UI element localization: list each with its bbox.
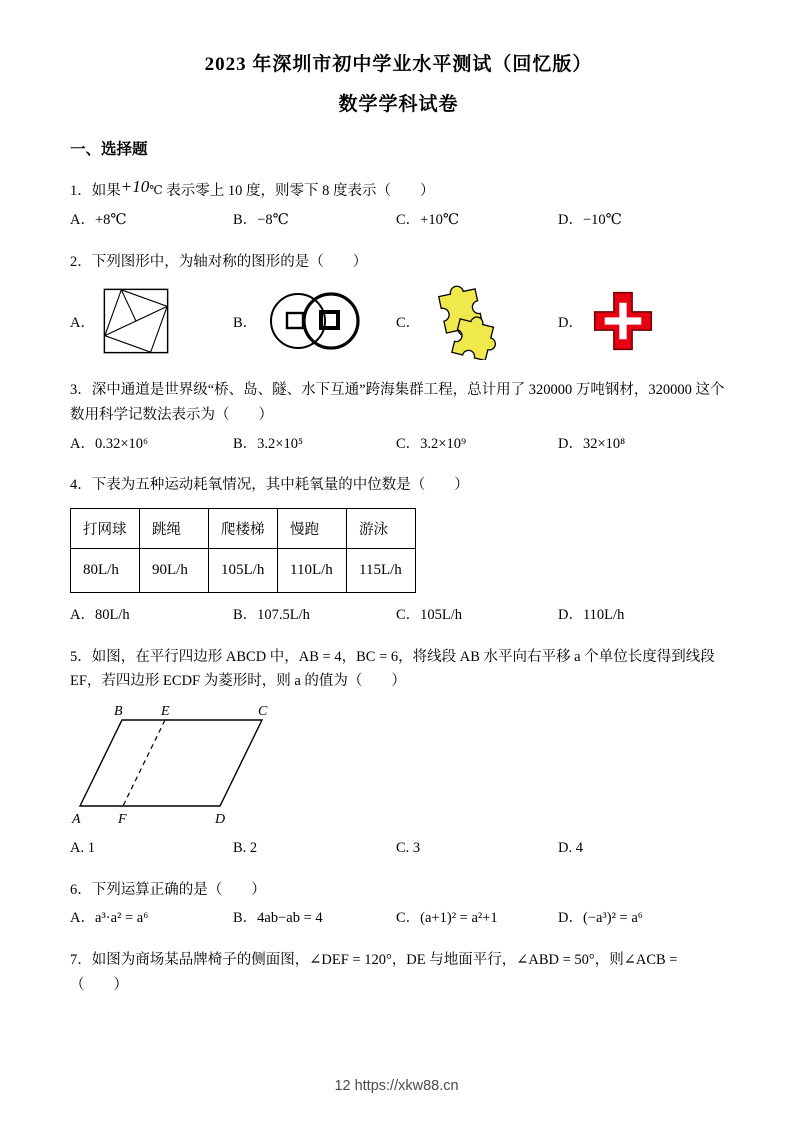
table-value-row: [71, 548, 416, 592]
question-2-figures: [70, 282, 727, 360]
question-7: [70, 948, 727, 997]
q2-option-d: [558, 289, 727, 353]
page-subtitle: 数学学科试卷: [338, 93, 459, 115]
table-value-cell: 110L/h: [278, 548, 347, 592]
page-footer: 12 https://xkw88.cn: [334, 1078, 459, 1094]
question-1: [70, 173, 727, 231]
question-6-stem: 6．下列运算正确的是（ ）: [70, 881, 266, 898]
question-4-options: [70, 605, 727, 627]
vertex-label-a: A: [72, 812, 81, 828]
q5-option-a: A. 1: [70, 840, 95, 857]
puzzle-pieces-figure: [428, 282, 514, 360]
table-value-cell: 90L/h: [140, 548, 209, 592]
question-6-options: [70, 908, 727, 930]
vertex-label-b: B: [114, 704, 123, 720]
q6-option-d: D．(−a³)² = a⁶: [558, 910, 643, 927]
q6-option-b: B．4ab−ab = 4: [233, 910, 323, 927]
question-4-stem: 4．下表为五种运动耗氧情况，其中耗氧量的中位数是（ ）: [70, 477, 469, 494]
table-header-cell: 游泳: [347, 508, 416, 548]
vertex-label-d: D: [215, 812, 226, 828]
table-header-cell: 慢跑: [278, 508, 347, 548]
table-header-cell: 爬楼梯: [209, 508, 278, 548]
table-value-cell: 80L/h: [71, 548, 140, 592]
q1-option-d: D．−10℃: [558, 211, 622, 228]
question-7-stem: 7．如图为商场某品牌椅子的侧面图，∠DEF = 120°，DE 与地面平行，∠ABD = 50°，则∠ACB =（ ）: [70, 952, 678, 993]
table-value-cell: 105L/h: [209, 548, 278, 592]
question-5: [70, 645, 727, 860]
q4-option-a: A．80L/h: [70, 606, 130, 623]
q1-option-c: C．+10℃: [396, 211, 460, 228]
q3-option-d: D．32×10⁸: [558, 435, 626, 452]
table-header-row: [71, 508, 416, 548]
q4-option-d: D．110L/h: [558, 606, 625, 623]
vertex-label-f: F: [118, 812, 127, 828]
q3-option-b: B．3.2×10⁵: [233, 435, 304, 452]
vertex-label-c: C: [258, 704, 268, 720]
q6-option-c: C．(a+1)² = a²+1: [396, 910, 498, 927]
q1-option-a: A．+8℃: [70, 211, 127, 228]
question-3-stem: 3．深中通道是世界级“桥、岛、隧、水下互通”跨海集群工程，总计用了 320000 万吨钢材，320000 这个数用科学记数法表示为（ ）: [70, 382, 725, 423]
question-1-stem: [70, 173, 727, 204]
q2-option-c-label: C．: [396, 314, 421, 331]
question-5-options: [70, 838, 727, 860]
page-title: 2023 年深圳市初中学业水平测试（回忆版）: [204, 54, 593, 75]
question-1-options: [70, 210, 727, 232]
table-header-cell: 跳绳: [140, 508, 209, 548]
q5-option-d: D. 4: [558, 840, 583, 857]
table-header-cell: 打网球: [71, 508, 140, 548]
q3-option-c: C．3.2×10⁹: [396, 435, 467, 452]
question-5-stem: 5．如图，在平行四边形 ABCD 中，AB = 4，BC = 6，将线段 AB 水平向右平移 a 个单位长度得到线段 EF，若四边形 ECDF 为菱形时，则 a 的值为（ ）: [70, 648, 715, 690]
q6-option-a: A．a³·a² = a⁶: [70, 910, 149, 927]
q1-option-b: B．−8℃: [233, 211, 289, 228]
q3-option-a: A．0.32×10⁶: [70, 435, 149, 452]
q1-stem-post: 表示零上 10 度，则零下 8 度表示（ ）: [162, 183, 435, 200]
red-cross-figure: [591, 289, 655, 353]
q1-stem-pre: 1．如果: [70, 183, 121, 200]
question-4: [70, 473, 727, 626]
q1-temperature-formula: +10: [120, 177, 150, 197]
q2-option-d-label: D．: [558, 314, 583, 331]
q5-option-c: C. 3: [396, 840, 421, 857]
overlapping-circles-figure: [265, 289, 365, 353]
q2-option-b-label: B．: [233, 314, 258, 331]
q2-option-a: [70, 288, 233, 354]
question-6: [70, 878, 727, 930]
question-3: [70, 378, 727, 455]
question-5-figure-wrap: [70, 702, 727, 832]
question-3-options: [70, 434, 727, 456]
parallelogram-figure: [70, 702, 285, 827]
q1-temperature-unit: ℃: [149, 183, 163, 198]
q2-option-b: [233, 289, 396, 353]
section-heading: 一、选择题: [70, 141, 148, 159]
q4-option-c: C．105L/h: [396, 606, 463, 623]
q2-option-c: [396, 282, 558, 360]
tangram-square-figure: [103, 288, 169, 354]
oxygen-consumption-table: [70, 508, 416, 593]
question-2-stem: 2．下列图形中，为轴对称的图形的是（ ）: [70, 253, 368, 270]
q5-option-b: B. 2: [233, 840, 258, 857]
table-value-cell: 115L/h: [347, 548, 416, 592]
vertex-label-e: E: [161, 704, 170, 720]
question-2: [70, 250, 727, 361]
q4-option-b: B．107.5L/h: [233, 606, 310, 623]
q2-option-a-label: A．: [70, 314, 95, 331]
